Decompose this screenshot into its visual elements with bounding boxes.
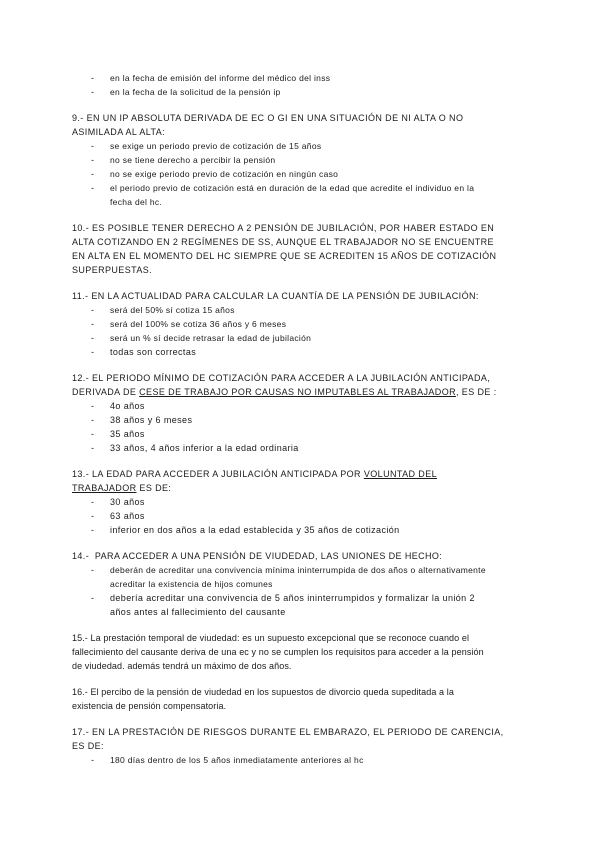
heading-line: 17.- EN LA PRESTACIÓN DE RIESGOS DURANTE EL EMBARAZO, EL PERIODO DE CARENCIA,: [72, 727, 504, 737]
bullet-dash: -: [91, 429, 94, 439]
heading-line: 11.- EN LA ACTUALIDAD PARA CALCULAR LA CUANTÍA DE LA PENSIÓN DE JUBILACIÓN:: [72, 291, 479, 301]
heading-line: 10.- ES POSIBLE TENER DERECHO A 2 PENSIÓN DE JUBILACIÓN, POR HABER ESTADO EN: [72, 223, 495, 233]
option-text: será del 50% sí cotiza 15 años: [110, 305, 235, 315]
option-text: no se tiene derecho a percibir la pensión: [110, 155, 276, 165]
answer-option: [72, 71, 542, 85]
heading-line: 9.- EN UN IP ABSOLUTA DERIVADA DE EC O GI EN UNA SITUACIÓN DE NI ALTA O NO: [72, 113, 464, 123]
heading-line: [72, 385, 542, 399]
bullet-dash: -: [91, 333, 94, 343]
option-text: deberán de acreditar una convivencia mínima ininterrumpida de dos años o alternativamente: [110, 565, 486, 575]
bullet-dash: -: [91, 305, 94, 315]
bullet-dash: -: [91, 141, 94, 151]
question-heading: [72, 371, 542, 399]
option-text: 35 años: [110, 429, 145, 439]
option-text: 38 años y 6 meses: [110, 415, 193, 425]
answer-option: [72, 523, 542, 537]
answer-option: [72, 167, 542, 181]
answer-option: [72, 441, 542, 455]
answer-option: [72, 399, 542, 413]
answer-option: [72, 495, 542, 509]
question-heading: [72, 725, 542, 753]
heading-line: ES DE:: [72, 741, 104, 751]
question-10: [72, 221, 542, 277]
option-text: 30 años: [110, 497, 145, 507]
answer-option: [72, 413, 542, 427]
answer-option: [72, 85, 542, 99]
question-14: [72, 549, 542, 619]
answer-option: [72, 331, 542, 345]
heading-line: 12.- EL PERIODO MÍNIMO DE COTIZACIÓN PARA ACCEDER A LA JUBILACIÓN ANTICIPADA,: [72, 373, 491, 383]
option-text: 33 años, 4 años inferior a la edad ordinaria: [110, 443, 299, 453]
option-text: en la fecha de la solicitud de la pensión ip: [110, 87, 281, 97]
answer-option: [72, 139, 542, 153]
heading-line: [72, 467, 542, 481]
heading-line: ASIMILADA AL ALTA:: [72, 127, 166, 137]
bullet-dash: -: [91, 497, 94, 507]
option-text: 180 días dentro de los 5 años inmediatamente anteriores al hc: [110, 755, 364, 765]
option-text: 63 años: [110, 511, 145, 521]
heading-text: , ES DE :: [456, 387, 497, 397]
option-text: todas son correctas: [110, 347, 197, 357]
question-17: [72, 725, 542, 767]
question-heading: [72, 467, 542, 495]
heading-text: 13.- LA EDAD PARA ACCEDER A JUBILACIÓN ANTICIPADA POR: [72, 469, 364, 479]
answer-option: [72, 563, 542, 591]
answer-option: [72, 427, 542, 441]
question-12: [72, 371, 542, 455]
paragraph-line: 16.- El percibo de la pensión de viudedad en los supuestos de divorcio queda supeditada a la: [72, 687, 454, 697]
option-text: debería acreditar una convivencia de 5 años ininterrumpidos y formalizar la unión 2: [110, 593, 475, 603]
answer-option: [72, 303, 542, 317]
option-text-continued: años antes al fallecimiento del causante: [110, 607, 286, 617]
bullet-dash: -: [91, 525, 94, 535]
answer-option: [72, 317, 542, 331]
question-11: [72, 289, 542, 359]
heading-text: DERIVADA DE: [72, 387, 140, 397]
bullet-dash: -: [91, 183, 94, 193]
bullet-dash: -: [91, 565, 94, 575]
heading-line: EN ALTA EN EL MOMENTO DEL HC SIEMPRE QUE SE ACREDITEN 15 AÑOS DE COTIZACIÓN: [72, 251, 497, 261]
bullet-dash: -: [91, 415, 94, 425]
paragraph-line: 15.- La prestación temporal de viudedad: es un supuesto excepcional que se reconoce cuando el: [72, 633, 470, 643]
option-text: inferior en dos años a la edad establecida y 35 años de cotización: [110, 525, 400, 535]
question-9: [72, 111, 542, 209]
bullet-dash: -: [91, 73, 94, 83]
heading-line: 14.- PARA ACCEDER A UNA PENSIÓN DE VIUDEDAD, LAS UNIONES DE HECHO:: [72, 551, 443, 561]
option-text: será un % sí decide retrasar la edad de jubilación: [110, 333, 312, 343]
option-text: 4o años: [110, 401, 145, 411]
heading-line: SUPERPUESTAS.: [72, 265, 153, 275]
bullet-dash: -: [91, 347, 94, 357]
option-text-continued: fecha del hc.: [110, 197, 163, 207]
bullet-dash: -: [91, 87, 94, 97]
option-text-continued: acreditar la existencia de hijos comunes: [110, 579, 273, 589]
intro-options: [72, 71, 542, 99]
option-text: será del 100% se cotiza 36 años y 6 meses: [110, 319, 287, 329]
option-text: se exige un periodo previo de cotización de 15 años: [110, 141, 322, 151]
heading-line: [72, 481, 542, 495]
paragraph-line: fallecimiento del causante deriva de una ec y no se cumplen los requisitos para acceder a la pensión: [72, 647, 484, 657]
bullet-dash: -: [91, 443, 94, 453]
bullet-dash: -: [91, 755, 94, 765]
question-15: [72, 631, 542, 673]
answer-option: [72, 345, 542, 359]
bullet-dash: -: [91, 593, 94, 603]
answer-option: [72, 591, 542, 619]
answer-option: [72, 181, 542, 209]
document-content: [72, 71, 542, 767]
paragraph-line: de viudedad. además tendrá un máximo de dos años.: [72, 661, 292, 671]
answer-option: [72, 153, 542, 167]
bullet-dash: -: [91, 155, 94, 165]
underlined-text: TRABAJADOR: [72, 483, 137, 493]
answer-option: [72, 509, 542, 523]
question-13: [72, 467, 542, 537]
underlined-text: CESE DE TRABAJO POR CAUSAS NO IMPUTABLES AL TRABAJADOR: [139, 387, 456, 397]
answer-option: [72, 753, 542, 767]
bullet-dash: -: [91, 401, 94, 411]
option-text: el periodo previo de cotización está en duración de la edad que acredite el individuo en la: [110, 183, 475, 193]
bullet-dash: -: [91, 169, 94, 179]
option-text: en la fecha de emisión del informe del médico del inss: [110, 73, 331, 83]
question-heading: [72, 549, 542, 563]
bullet-dash: -: [91, 511, 94, 521]
underlined-text: VOLUNTAD DEL: [363, 469, 438, 479]
heading-line: ALTA COTIZANDO EN 2 REGÍMENES DE SS, AUNQUE EL TRABAJADOR NO SE ENCUENTRE: [72, 237, 494, 247]
paragraph-line: existencia de pensión compensatoria.: [72, 701, 227, 711]
question-heading: [72, 289, 542, 303]
option-text: no se exige periodo previo de cotización en ningún caso: [110, 169, 339, 179]
bullet-dash: -: [91, 319, 94, 329]
question-heading: [72, 111, 542, 139]
heading-text: ES DE:: [136, 483, 172, 493]
question-16: [72, 685, 542, 713]
